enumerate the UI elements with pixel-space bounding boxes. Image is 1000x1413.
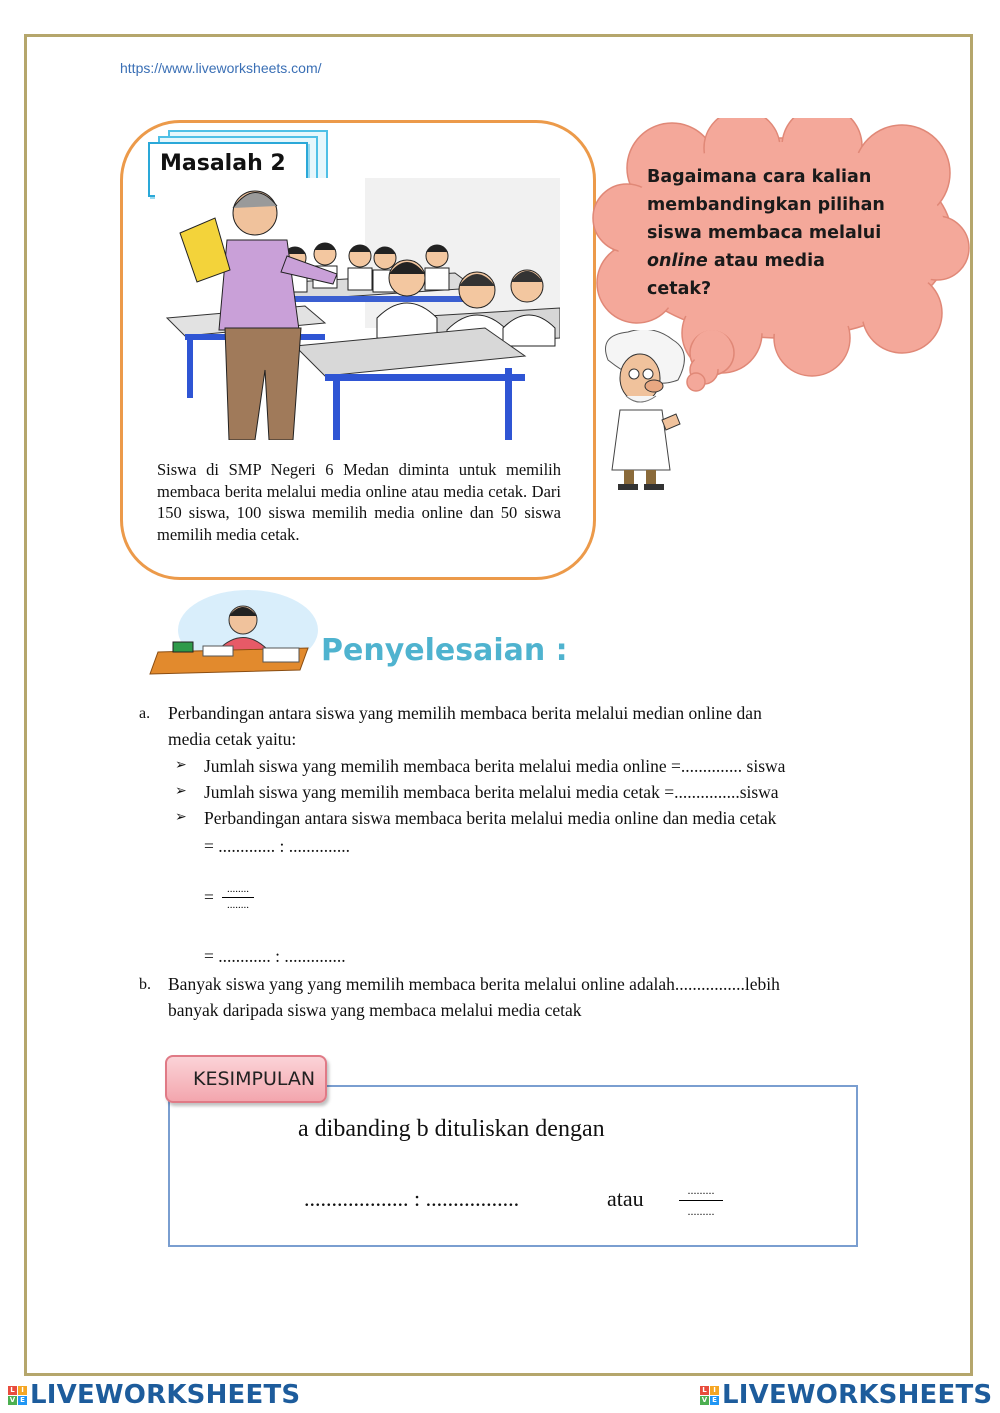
thought-line-3: siswa membaca melalui (647, 223, 882, 243)
live-grid-icon: L I V E (8, 1386, 27, 1405)
problem-description: Siswa di SMP Negeri 6 Medan diminta untuk memilih membaca berita melalui media online atau media cetak. Dari 150 siswa, 100 siswa memilih media online dan 50 siswa memilih media cetak. (157, 460, 561, 544)
fraction-blank[interactable] (218, 884, 258, 911)
fraction-equals: = (204, 887, 214, 907)
conclusion-atau: atau (607, 1186, 644, 1211)
liveworksheets-logo-left[interactable] (8, 1380, 300, 1410)
conclusion-title: KESIMPULAN (193, 1068, 316, 1090)
liveworksheets-logo-right[interactable] (700, 1380, 992, 1410)
item-a-marker: a. (139, 705, 151, 722)
bullet-arrow-icon: ➢ (175, 757, 187, 773)
logo-wordmark: LIVEWORKSHEETS (722, 1380, 993, 1410)
source-url[interactable]: https://www.liveworksheets.com/ (120, 60, 322, 76)
solution-heading: Penyelesaian : (321, 633, 568, 668)
classroom-illustration (155, 178, 560, 440)
fraction-denominator[interactable]: ........ (227, 899, 249, 911)
thought-question (647, 163, 887, 303)
bullet-cetak-count: Jumlah siswa yang memilih membaca berita melalui media cetak =...............siswa (204, 782, 779, 802)
live-grid-icon: L I V E (700, 1386, 719, 1405)
item-b-marker: b. (139, 976, 151, 993)
logo-wordmark: LIVEWORKSHEETS (30, 1380, 301, 1410)
fraction-numerator[interactable]: ........ (227, 883, 249, 895)
student-studying-illustration (148, 590, 318, 680)
item-a-line-2: media cetak yaitu: (168, 729, 297, 749)
thought-online-italic: online (647, 251, 708, 271)
item-a-line-1: Perbandingan antara siswa yang memilih membaca berita melalui median online dan (168, 703, 762, 723)
ratio-blank-1[interactable]: = ............. : .............. (204, 836, 350, 856)
conclusion-ratio-blank[interactable]: ................... : ................. (304, 1186, 520, 1211)
thought-line-4 (647, 247, 887, 275)
item-b-line-1: Banyak siswa yang yang memilih membaca berita melalui online adalah................lebih (168, 974, 780, 994)
scientist-illustration (598, 330, 688, 495)
conclusion-fraction-numerator[interactable]: ......... (687, 1183, 715, 1197)
bullet-arrow-icon: ➢ (175, 783, 187, 799)
thought-line-5: cetak? (647, 279, 712, 299)
item-b-line-2: banyak daripada siswa yang membaca melalui media cetak (168, 1000, 582, 1020)
bullet-online-count: Jumlah siswa yang memilih membaca berita melalui media online =.............. siswa (204, 756, 786, 776)
conclusion-fraction-denominator[interactable]: ......... (687, 1204, 715, 1218)
conclusion-fraction-blank[interactable] (676, 1184, 726, 1217)
bullet-arrow-icon: ➢ (175, 809, 187, 825)
thought-line-1: Bagaimana cara kalian (647, 167, 872, 187)
thought-line-2: membandingkan pilihan (647, 195, 885, 215)
conclusion-box (168, 1085, 858, 1247)
thought-line-4-rest: atau media (707, 251, 825, 271)
problem-title: Masalah 2 (160, 151, 286, 176)
conclusion-statement: a dibanding b dituliskan dengan (298, 1116, 605, 1142)
bullet-comparison: Perbandingan antara siswa membaca berita melalui media online dan media cetak (204, 808, 777, 828)
ratio-blank-2[interactable]: = ............ : .............. (204, 946, 346, 966)
